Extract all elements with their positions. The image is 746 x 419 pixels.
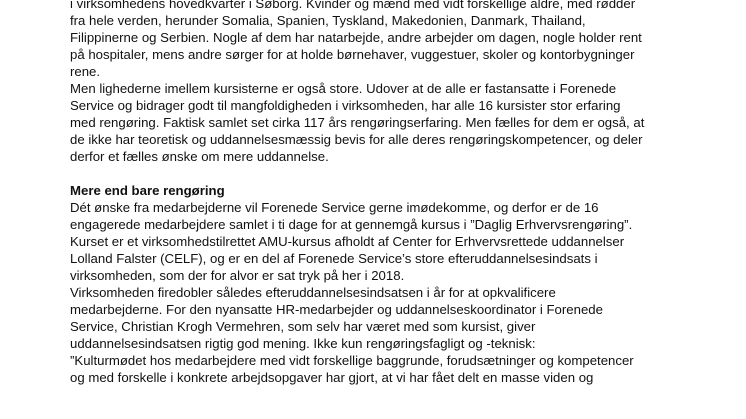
paragraph-2 xyxy=(70,80,730,165)
text-line: med rengøring. Faktisk samlet set cirka 117 års rengøringserfaring. Men fælles for dem er også, at xyxy=(70,115,645,130)
text-line: ”Kulturmødet hos medarbejdere med vidt forskellige baggrunde, forudsætninger og kompetencer xyxy=(70,353,634,368)
text-line: Virksomheden firedobler således efteruddannelsesindsatsen i år for at opkvalificere xyxy=(70,285,556,300)
paragraph-1 xyxy=(70,0,730,80)
text-line: på hospitaler, mens andre sørger for at holde børnehaver, vuggestuer, skoler og kontorbygninger xyxy=(70,47,635,62)
text-line: derfor et fælles ønske om mere uddannelse. xyxy=(70,149,329,164)
paragraph-4 xyxy=(70,284,730,386)
text-line: medarbejderne. For den nyansatte HR-medarbejder og uddannelseskoordinator i Forenede xyxy=(70,302,603,317)
section-heading: Mere end bare rengøring xyxy=(70,183,225,198)
paragraph-spacer xyxy=(70,165,730,182)
text-line: engagerede medarbejdere samlet i ti dage for at gennemgå kursus i ”Daglig Erhvervsrengøring”. xyxy=(70,217,633,232)
text-line: uddannelsesindsatsen rigtig god mening. Ikke kun rengøringsfagligt og -teknisk: xyxy=(70,336,536,351)
text-line: virksomheden, som der for alvor er sat tryk på her i 2018. xyxy=(70,268,405,283)
text-line: i virksomhedens hovedkvarter i Søborg. Kvinder og mænd med vidt forskellige aldre, med rødder xyxy=(70,0,636,11)
text-line: Service, Christian Krogh Vermehren, som selv har været med som kursist, giver xyxy=(70,319,536,334)
document-body xyxy=(70,0,730,386)
text-line: fra hele verden, herunder Somalia, Spanien, Tyskland, Makedonien, Danmark, Thailand, xyxy=(70,13,586,28)
text-line: Service og bidrager godt til mangfoldigheden i virksomheden, har alle 16 kursister stor erfaring xyxy=(70,98,621,113)
text-line: og med forskelle i konkrete arbejdsopgaver har gjort, at vi har fået delt en masse viden og xyxy=(70,370,594,385)
text-line: Kurset er et virksomhedstilrettet AMU-kursus afholdt af Center for Erhvervsrettede uddannelser xyxy=(70,234,625,249)
text-line: rene. xyxy=(70,64,101,79)
text-line: Dét ønske fra medarbejderne vil Forenede Service gerne imødekomme, og derfor er de 16 xyxy=(70,200,599,215)
text-line: Lolland Falster (CELF), og er en del af Forenede Service’s store efteruddannelsesindsats i xyxy=(70,251,598,266)
text-line: Filippinerne og Serbien. Nogle af dem har natarbejde, andre arbejder om dagen, nogle holder rent xyxy=(70,30,642,45)
text-line: de ikke har teoretisk og uddannelsesmæssig bevis for alle deres rengøringskompetencer, og deler xyxy=(70,132,643,147)
paragraph-3 xyxy=(70,199,730,284)
text-line: Men lighederne imellem kursisterne er også store. Udover at de alle er fastansatte i Forenede xyxy=(70,81,617,96)
